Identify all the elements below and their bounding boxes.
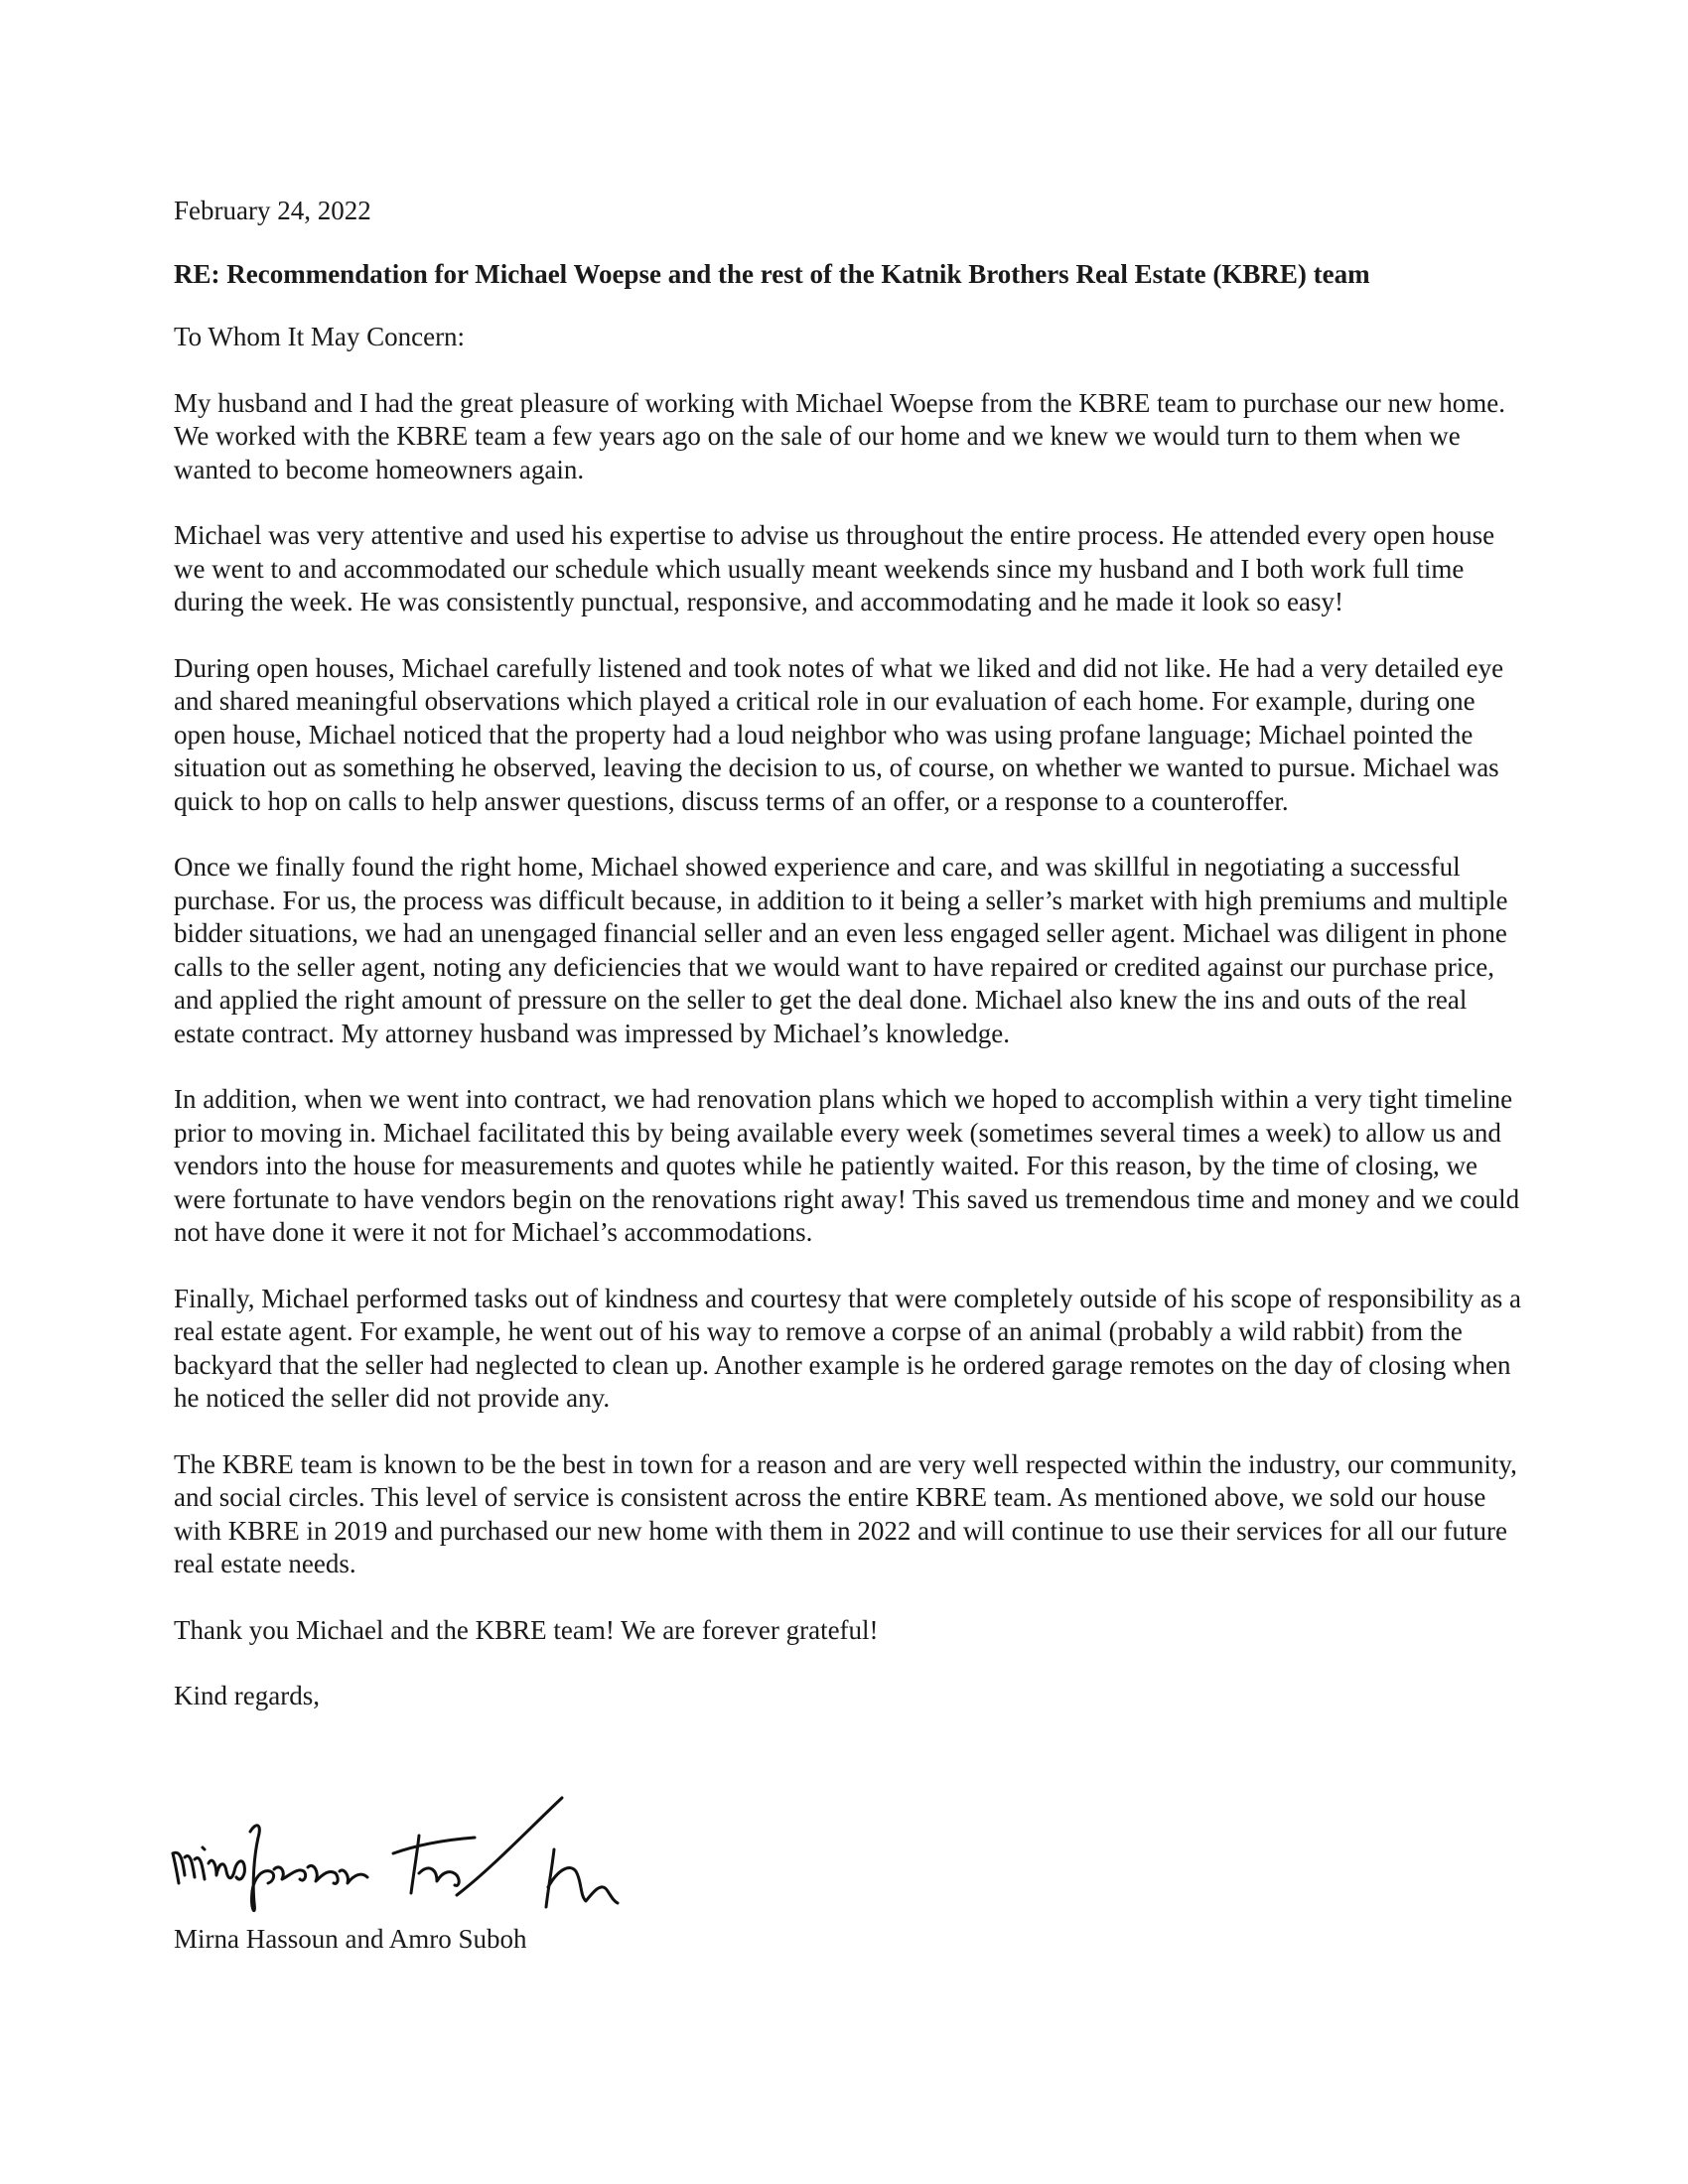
signature-mirna-stroke-3 [250,1826,367,1911]
paragraph-6: Finally, Michael performed tasks out of kindness and courtesy that were completely outside of his scope of responsibility as a real estate agent. For example, he went out of his way to remove a corpse of an animal (probably a wild rabbit) from the backyard that the seller had neglected to clean up. Another example is he ordered garage remotes on the day of closing when he noticed the seller did not provide any. [174,1283,1521,1413]
closing-line: Kind regards, [174,1681,320,1710]
signature-amro-stroke-1 [393,1836,475,1893]
signer-names: Mirna Hassoun and Amro Suboh [174,1924,527,1954]
paragraph-2: Michael was very attentive and used his expertise to advise us throughout the entire process. He attended every open house we went to and accommodated our schedule which usually meant weekends since my husband and I both work full time during the week. He was consistently punctual, responsive, and accommodating and he made it look so easy! [174,520,1495,616]
letter-salutation: To Whom It May Concern: [174,322,466,351]
signature-mirna-stroke-2 [209,1860,244,1879]
signature-mirna-stroke-1 [173,1847,205,1883]
paragraph-3: During open houses, Michael carefully listened and took notes of what we liked and did not like. He had a very detailed eye and shared meaningful observations which played a critical role in our evaluation of each home. For example, during one open house, Michael noticed that the property had a loud neighbor who was using profane language; Michael pointed the situation out as something he observed, leaving the decision to us, of course, on whether we wanted to pursue. Michael was quick to hop on calls to help answer questions, discuss terms of an offer, or a response to a counteroffer. [174,652,1504,816]
signature-graphic [159,1792,675,1931]
thank-you-line: Thank you Michael and the KBRE team! We are forever grateful! [174,1614,879,1645]
paragraph-5: In addition, when we went into contract, we had renovation plans which we hoped to accomplish within a very tight timeline prior to moving in. Michael facilitated this by being available every week (sometimes several times a week) to allow us and vendors into the house for measurements and quotes while he patiently waited. For this reason, by the time of closing, we were fortunate to have vendors begin on the renovations right away! This saved us tremendous time and money and we could not have done it were it not for Michael’s accommodations. [174,1084,1520,1247]
paragraph-7: The KBRE team is known to be the best in town for a reason and are very well respected within the industry, our community, and social circles. This level of service is consistent across the entire KBRE team. As mentioned above, we sold our house with KBRE in 2019 and purchased our new home with them in 2022 and will continue to use their services for all our future real estate needs. [174,1448,1517,1578]
letter-body [174,195,1524,1713]
signature-amro-stroke-2 [457,1798,562,1895]
letter-subject: RE: Recommendation for Michael Woepse and the rest of the Katnik Brothers Real Estate (KBRE) team [174,258,1370,289]
letter-date: February 24, 2022 [174,196,371,225]
signature-amro-stroke-3 [546,1849,618,1907]
handwritten-signatures [159,1792,675,1931]
paragraph-4: Once we finally found the right home, Michael showed experience and care, and was skillful in negotiating a successful purchase. For us, the process was difficult because, in addition to it being a seller’s market with high premiums and multiple bidder situations, we had an unengaged financial seller and an even less engaged seller agent. Michael was diligent in phone calls to the seller agent, noting any deficiencies that we would want to have repaired or credited against our purchase price, and applied the right amount of pressure on the seller to get the deal done. Michael also knew the ins and outs of the real estate contract. My attorney husband was impressed by Michael’s knowledge. [174,852,1508,1048]
paragraph-1: My husband and I had the great pleasure of working with Michael Woepse from the KBRE team to purchase our new home. We worked with the KBRE team a few years ago on the sale of our home and we knew we would turn to them when we wanted to become homeowners again. [174,387,1505,484]
